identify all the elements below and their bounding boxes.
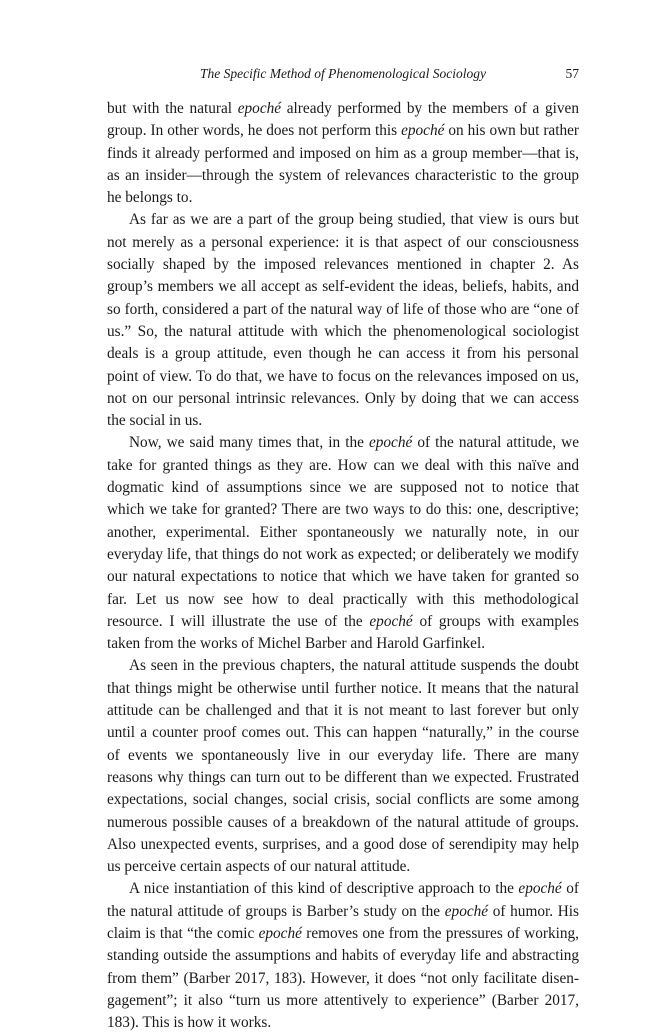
paragraph [107, 209, 579, 432]
italic-term: epoché [237, 100, 282, 117]
text-run: already performed by the members of a given group. In other words, he does not perform this [107, 100, 579, 140]
body-text [107, 98, 579, 1034]
text-run: of humor. His claim is that “the comic [107, 902, 579, 942]
text-run: of groups with examples taken from the works of Michel Barber and Harold Garfinkel. [107, 612, 579, 653]
running-title: The Specific Method of Phenomenological Sociology [199, 66, 487, 81]
text-run: of the natural attitude of groups is Barber’s study on the [107, 880, 579, 920]
text-run: of the natural attitude, we take for granted things as they are. How can we deal with this naïve and dogmatic kind of assumptions since we are supposed not to notice that which we take for granted? There are two ways to do this: one, descriptive; another, experimental. Either spontaneously we naturally note, in our everyday life, that things do not work as expected; or deliberately we modify our natural expectations to notice that which we have taken for granted so far. Let us now see how to deal practically with this methodological resource. I will illustrate the use of the [107, 434, 580, 630]
italic-term: epoché [518, 880, 562, 898]
book-page [107, 64, 579, 1034]
text-run: but with the natural [107, 100, 238, 117]
running-head [107, 64, 579, 84]
italic-term: epoché [368, 434, 413, 452]
text-run: on his own but rather finds it already performed and imposed on him as a group member—that is, as an insider—through the system of relevances characteristic to the group he belongs to. [107, 122, 579, 207]
text-run: Now, we said many times that, in the [129, 434, 369, 452]
paragraph [107, 98, 579, 209]
text-run: removes one from the pressures of working, standing outside the assumptions and habits of everyday life and abstracting from them” (Barber 2017, 183). However, it does “not only facilitate disengagement”; it also “turn us more attentively to experience” (Barber 2017, 183). This is how it works. [107, 924, 579, 1032]
italic-term: epoché [444, 902, 489, 920]
italic-term: epoché [401, 122, 445, 140]
text-run: As seen in the previous chapters, the natural attitude suspends the doubt that things might be otherwise until further notice. It means that the natural attitude can be challenged and that it is not meant to last forever but only until a counter proof comes out. This can happen “naturally,” in the course of events we spontaneously live in our everyday life. There are many reasons why things can turn out to be different than we expected. Frustrated expectations, social changes, social crisis, social conflicts are some among numerous possible causes of a breakdown of the natural attitude of groups. Also unexpected events, surprises, and a good dose of serendipity may help us perceive certain aspects of our natural attitude. [107, 657, 579, 876]
paragraph [107, 432, 579, 655]
page-number: 57 [565, 66, 579, 81]
italic-term: epoché [369, 612, 413, 630]
paragraph [107, 655, 579, 878]
italic-term: epoché [258, 924, 302, 942]
paragraph [107, 878, 579, 1034]
text-run: A nice instantiation of this kind of descriptive approach to the [129, 880, 519, 898]
text-run: As far as we are a part of the group being studied, that view is ours but not merely as a personal experience: it is that aspect of our consciousness socially shaped by the imposed relevances mentioned in chapter 2. As group’s members we all accept as self-evident the ideas, beliefs, habits, and so forth, considered a part of the natural way of life of those who are “one of us.” So, the natural attitude with which the phenomenological sociologist deals is a group attitude, even though he can access it from his personal point of view. To do that, we have to focus on the relevances imposed on us, not on our personal intrinsic relevances. Only by doing that we can access the social in us. [107, 211, 579, 430]
